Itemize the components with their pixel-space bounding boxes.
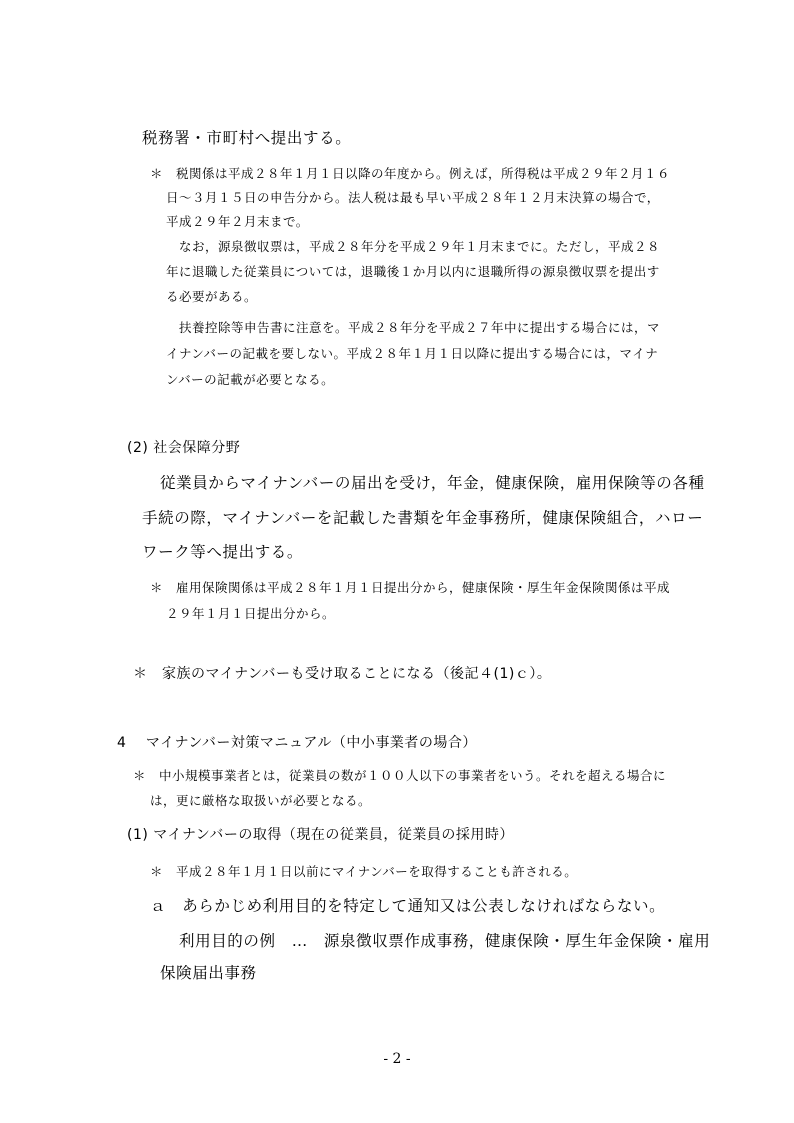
note-line: ＊ 税関係は平成２８年１月１日以降の年度から。例えば，所得税は平成２９年２月１６	[150, 166, 671, 181]
note-line: ＊ 平成２８年１月１日以前にマイナンバーを取得することも許される。	[150, 864, 578, 879]
note-line: 扶養控除等申告書に注意を。平成２８年分を平成２７年中に提出する場合には，マ	[179, 320, 661, 335]
note-line: ＊ 家族のマイナンバーも受け取ることになる（後記４(1)ｃ）。	[133, 666, 552, 682]
section-heading: (1) マイナンバーの取得（現在の従業員，従業員の採用時）	[127, 827, 514, 843]
note-line: イナンバーの記載を要しない。平成２８年１月１日以降に提出する場合には，マイナ	[166, 346, 659, 361]
note-line: ンバーの記載が必要となる。	[166, 372, 335, 387]
note-line: は，更に厳格な取扱いが必要となる。	[150, 793, 372, 808]
note-line: 日～３月１５日の申告分から。法人税は最も早い平成２８年１２月末決算の場合で，	[166, 190, 660, 205]
page-number: - 2 -	[383, 1051, 411, 1067]
text-line: 利用目的の例 … 源泉徴収票作成事務，健康保険・厚生年金保険・雇用	[179, 932, 711, 950]
note-line: ＊ 雇用保険関係は平成２８年１月１日提出分から，健康保険・厚生年金保険関係は平成	[150, 580, 671, 595]
note-line: ２９年１月１日提出分から。	[166, 606, 336, 621]
note-line: 年に退職した従業員については，退職後１か月以内に退職所得の源泉徴収票を提出す	[166, 264, 660, 279]
note-line: ＊ 中小規模事業者とは，従業員の数が１００人以下の事業者をいう。それを超える場合に	[133, 768, 667, 783]
section-heading: 4 マイナンバー対策マニュアル（中小事業者の場合）	[117, 735, 477, 751]
text-line: 手続の際，マイナンバーを記載した書類を年金事務所，健康保険組合，ハロー	[142, 509, 704, 527]
section-heading: (2) 社会保障分野	[127, 440, 241, 456]
note-line: る必要がある。	[166, 289, 258, 304]
text-line: ａ あらかじめ利用目的を特定して通知又は公表しなければならない。	[150, 897, 666, 915]
note-line: なお，源泉徴収票は，平成２８年分を平成２９年１月末までに。ただし，平成２８	[179, 239, 661, 254]
text-line: 保険届出事務	[160, 964, 257, 982]
text-line: 従業員からマイナンバーの届出を受け，年金，健康保険，雇用保険等の各種	[160, 474, 705, 492]
text-line: 税務署・市町村へ提出する。	[142, 129, 352, 147]
note-line: 平成２９年２月末まで。	[166, 214, 309, 229]
text-line: ワーク等へ提出する。	[142, 543, 304, 561]
